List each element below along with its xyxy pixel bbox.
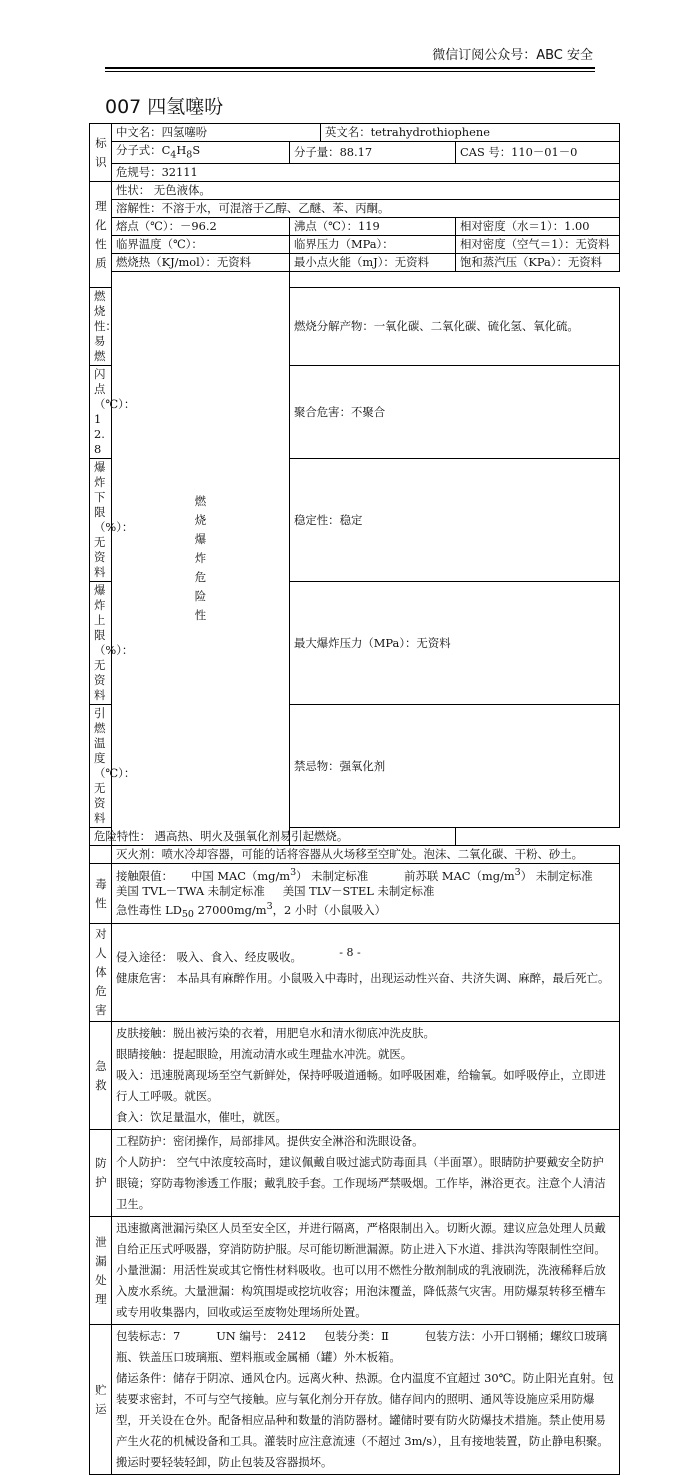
leak-handling: 迅速撤离泄漏污染区人员至安全区，并进行隔离，严格限制出入。切断火源。建议应急处理人员戴自给正压式呼吸器，穿消防防护服。尽可能切断泄漏源。防止进入下水道、排洪沟等限制性空间。小量泄漏：用活性炭或其它惰性材料吸收。也可以用不燃性分散剂制成的乳液刷洗，洗液稀释后放入废水系统。大量泄漏：构筑围堤或挖坑收容；用泡沫覆盖，降低蒸气灾害。用防爆泵转移至槽车或专用收集器内，回收或运至废物处理场所处置。: [112, 1217, 620, 1325]
section-store: 贮运: [90, 1325, 112, 1475]
solubility: 溶解性：不溶于水，可混溶于乙醇、乙醚、苯、丙酮。: [112, 200, 620, 218]
flash-point: 闪点（℃）：12.8: [90, 366, 112, 459]
formula: 分子式：$C_4H_8S$: [112, 142, 290, 164]
en-name: 英文名：tetrahydrothiophene: [321, 124, 620, 142]
section-fire: 燃烧爆炸危险性: [112, 272, 290, 846]
rel-density-air: 相对密度（空气＝1）：无资料: [456, 236, 620, 254]
wechat-header: 微信订阅公众号：ABC 安全: [432, 48, 593, 63]
hazard-number: 危规号：32111: [112, 164, 620, 182]
min-ignition-energy: 最小点火能（mJ）：无资料: [290, 254, 456, 272]
incompatible: 禁忌物：强氧化剂: [290, 705, 620, 828]
sds-table: [89, 123, 620, 1475]
section-health: 对人体危害: [90, 924, 112, 1022]
molecular-weight: 分子量：88.17: [290, 142, 456, 164]
first-aid: 皮肤接触：脱出被污染的衣着，用肥皂水和清水彻底冲洗皮肤。 眼睛接触：提起眼睑，用流动清水或生理盐水冲洗。就医。 吸入：迅速脱离现场至空气新鲜处，保持呼吸道通畅。如呼吸困难，给输氧。如呼吸停止，立即进行人工呼吸。就医。 食入：饮足量温水，催吐，就医。: [112, 1022, 620, 1130]
toxicity: 接触限值： 中国 $MAC(mg/m^3)$ 未制定标准 前苏联 $MAC(mg/m^3)$ 未制定标准 美国 TVL－TWA 未制定标准 美国 TLV－STEL 未制定标准 急性毒性 $LD_{50}$ $27000mg/m^3$，2 小时（小鼠吸入）: [112, 864, 620, 924]
critical-pressure: 临界压力（MPa）：: [290, 236, 456, 254]
critical-temp: 临界温度（℃）：: [112, 236, 290, 254]
header-rule-thick: [105, 67, 595, 69]
storage-transport: 包装标志：7 UN 编号： 2412 包装分类：Ⅱ 包装方法：小开口钢桶；螺纹口玻璃瓶、铁盖压口玻璃瓶、塑料瓶或金属桶（罐）外木板箱。 储运条件：储存于阴凉、通风仓内。远离火种、热源。仓内温度不宜超过 30℃。防止阳光直射。包装要求密封，不可与空气接触。应与氧化剂分开存放。储存间内的照明、通风等设施应采用防爆型，开关设在仓外。配备相应品种和数量的消防器材。罐储时要有防火防爆技术措施。禁止使用易产生火花的机械设备和工具。灌装时应注意流速（不超过 3m/s），且有接地装置，防止静电积聚。搬运时要轻装轻卸，防止包装及容器损坏。: [112, 1325, 620, 1475]
page-number: - 8 -: [339, 946, 361, 959]
cn-name: 中文名：四氢噻吩: [112, 124, 321, 142]
section-leak: 泄漏处理: [90, 1217, 112, 1325]
section-phys: 理化性质: [90, 182, 112, 288]
vapor-pressure: 饱和蒸汽压（KPa）：无资料: [456, 254, 620, 272]
section-tox: 毒性: [90, 864, 112, 924]
melting-point: 熔点（℃）：－96.2: [112, 218, 290, 236]
section-id: 标识: [90, 124, 112, 182]
max-explosion-pressure: 最大爆炸压力（MPa）：无资料: [290, 582, 620, 705]
extinguishing-agent: 灭火剂：喷水冷却容器，可能的话将容器从火场移至空旷处。泡沫、二氧化碳、干粉、砂土。: [112, 846, 620, 864]
page-title: 007 四氢噻吩: [105, 96, 224, 118]
section-aid: 急救: [90, 1022, 112, 1130]
section-protect: 防护: [90, 1130, 112, 1217]
heat-of-combustion: 燃烧热（KJ/mol）：无资料: [112, 254, 290, 272]
header-rule-thin: [105, 71, 595, 72]
boiling-point: 沸点（℃）：119: [290, 218, 456, 236]
fire-hazard: 危险特性： 遇高热、明火及强氧化剂易引起燃烧。: [90, 828, 456, 846]
polymerization: 聚合危害：不聚合: [290, 366, 620, 459]
lower-explosion-limit: 爆炸下限（%）：无资料: [90, 459, 112, 582]
health-hazard: 侵入途径： 吸入、食入、经皮吸收。 健康危害： 本品具有麻醉作用。小鼠吸入中毒时，出现运动性兴奋、共济失调、麻醉，最后死亡。: [112, 924, 620, 1022]
flammability: 燃烧性：易燃: [90, 288, 112, 366]
autoignition-temp: 引燃温度（℃）：无资料: [90, 705, 112, 828]
cas-number: CAS 号：110－01－0: [456, 142, 620, 164]
stability: 稳定性：稳定: [290, 459, 620, 582]
protection: 工程防护：密闭操作，局部排风。提供安全淋浴和洗眼设备。 个人防护： 空气中浓度较高时，建议佩戴自吸过滤式防毒面具（半面罩）。眼睛防护要戴安全防护眼镜；穿防毒物渗透工作服；戴乳胶手套。工作现场严禁吸烟。工作毕，淋浴更衣。注意个人清洁卫生。: [112, 1130, 620, 1217]
combustion-products: 燃烧分解产物：一氧化碳、二氧化碳、硫化氢、氧化硫。: [290, 288, 620, 366]
appearance: 性状： 无色液体。: [112, 182, 620, 200]
upper-explosion-limit: 爆炸上限（%）：无资料: [90, 582, 112, 705]
rel-density-water: 相对密度（水＝1）：1.00: [456, 218, 620, 236]
